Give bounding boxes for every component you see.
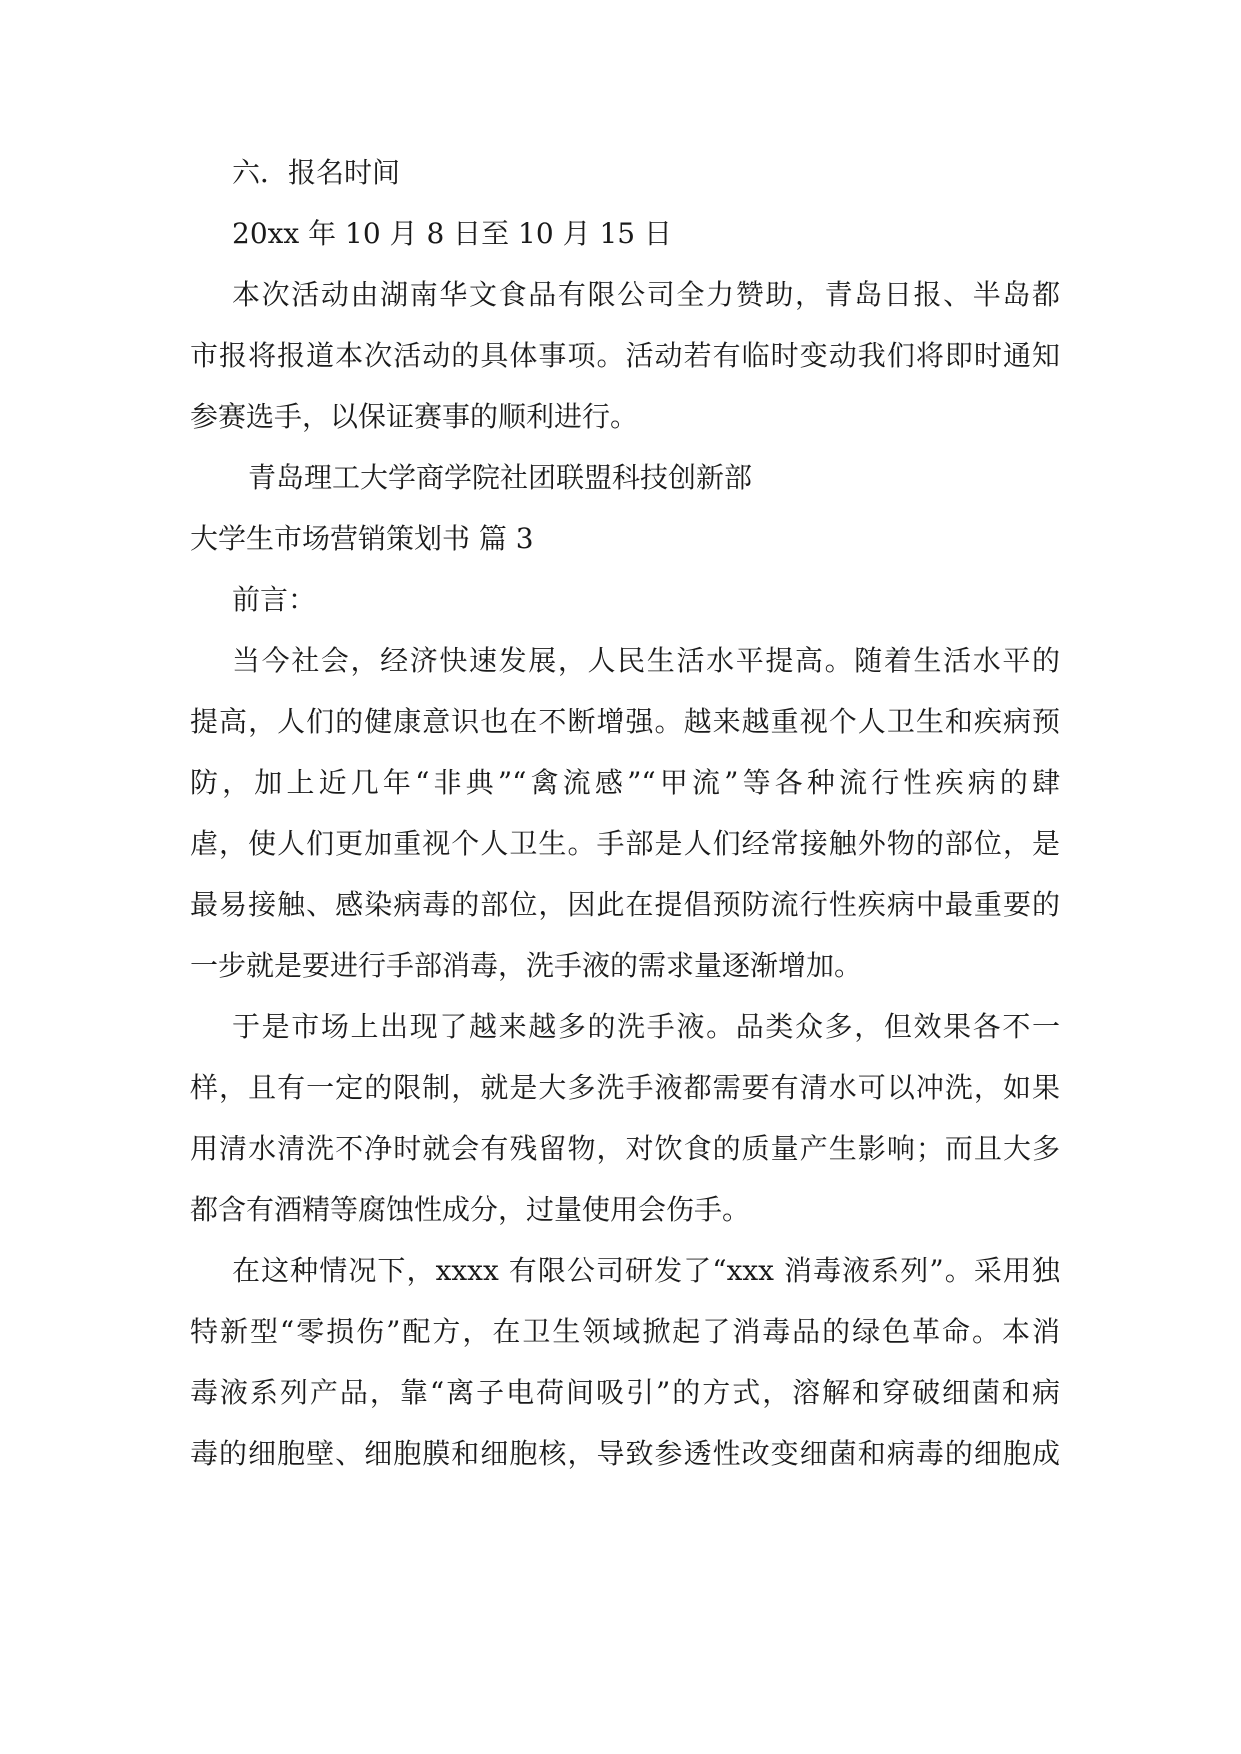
heading-registration-time: 六．报名时间 bbox=[232, 156, 401, 189]
organizer-signature: 青岛理工大学商学院社团联盟科技创新部 bbox=[248, 461, 753, 494]
paragraph-line: 最易接触、感染病毒的部位，因此在提倡预防流行性疾病中最重要的 bbox=[190, 888, 1060, 921]
paragraph-line: 毒液系列产品，靠“离子电荷间吸引”的方式，溶解和穿破细菌和病 bbox=[190, 1376, 1060, 1409]
paragraph-line: 用清水清洗不净时就会有残留物，对饮食的质量产生影响；而且大多 bbox=[190, 1132, 1060, 1165]
paragraph-line: 毒的细胞壁、细胞膜和细胞核，导致参透性改变细菌和病毒的细胞成 bbox=[190, 1437, 1060, 1470]
sponsor-paragraph-line: 本次活动由湖南华文食品有限公司全力赞助，青岛日报、半岛都 bbox=[232, 278, 1060, 311]
registration-dates: 20xx 年 10 月 8 日至 10 月 15 日 bbox=[232, 217, 673, 250]
registration-section bbox=[190, 142, 1060, 1484]
section-title: 大学生市场营销策划书 篇 3 bbox=[190, 522, 534, 555]
paragraph-line: 提高，人们的健康意识也在不断增强。越来越重视个人卫生和疾病预 bbox=[190, 705, 1060, 738]
paragraph-line: 样，且有一定的限制，就是大多洗手液都需要有清水可以冲洗，如果 bbox=[190, 1071, 1060, 1104]
paragraph-line: 特新型“零损伤”配方，在卫生领域掀起了消毒品的绿色革命。本消 bbox=[190, 1315, 1060, 1348]
paragraph-line: 一步就是要进行手部消毒，洗手液的需求量逐渐增加。 bbox=[190, 949, 863, 982]
preface-label: 前言： bbox=[232, 583, 317, 616]
paragraph-line: 当今社会，经济快速发展，人民生活水平提高。随着生活水平的 bbox=[232, 644, 1060, 677]
paragraph-line: 防，加上近几年“非典”“禽流感”“甲流”等各种流行性疾病的肆 bbox=[190, 766, 1060, 799]
sponsor-paragraph-line: 市报将报道本次活动的具体事项。活动若有临时变动我们将即时通知 bbox=[190, 339, 1060, 372]
sponsor-paragraph-line: 参赛选手，以保证赛事的顺利进行。 bbox=[190, 400, 639, 433]
paragraph-line: 都含有酒精等腐蚀性成分，过量使用会伤手。 bbox=[190, 1193, 751, 1226]
paragraph-line: 在这种情况下，xxxx 有限公司研发了“xxx 消毒液系列”。采用独 bbox=[232, 1254, 1060, 1287]
paragraph-line: 于是市场上出现了越来越多的洗手液。品类众多，但效果各不一 bbox=[232, 1010, 1060, 1043]
paragraph-line: 虐，使人们更加重视个人卫生。手部是人们经常接触外物的部位，是 bbox=[190, 827, 1060, 860]
